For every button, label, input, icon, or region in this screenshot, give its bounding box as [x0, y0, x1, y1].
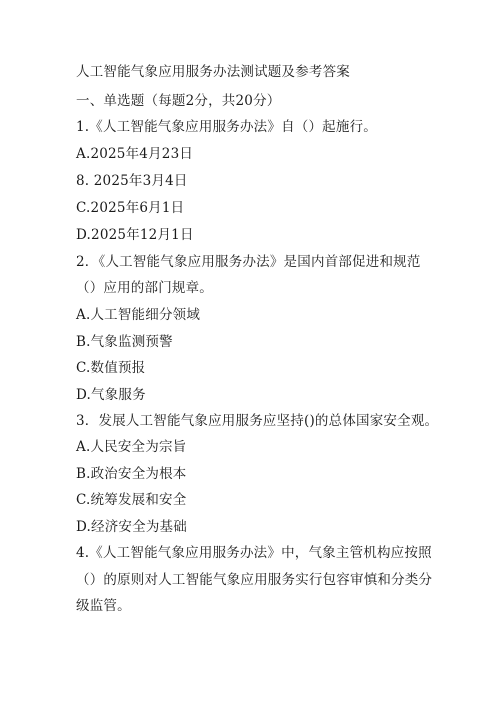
question-3-option-a: A.人民安全为宗旨 [76, 439, 187, 455]
question-3-option-c: C.统筹发展和安全 [76, 492, 187, 508]
question-4-stem-line-2: （）的原则对人工智能气象应用服务实行包容审慎和分类分 [76, 572, 433, 588]
question-4-stem-line-1: 4.《人工智能气象应用服务办法》中，气象主管机构应按照 [76, 545, 432, 561]
question-1-option-c: C.2025年6月1日 [76, 200, 185, 216]
question-3-stem: 3．发展人工智能气象应用服务应坚持()的总体国家安全观。 [76, 413, 439, 429]
question-2-stem-line-1: 2．《人工智能气象应用服务办法》是国内首部促进和规范 [76, 254, 421, 270]
question-2-option-c: C.数值预报 [76, 360, 146, 376]
document-title: 人工智能气象应用服务办法测试题及参考答案 [76, 64, 350, 80]
question-2-option-d: D.气象服务 [76, 387, 146, 403]
question-3-option-d: D.经济安全为基础 [76, 519, 187, 535]
question-1-stem: 1.《人工智能气象应用服务办法》自（）起施行。 [76, 119, 377, 135]
question-2-option-b: B.气象监测预警 [76, 334, 173, 350]
question-1-option-b: 8. 2025年3月4日 [76, 173, 188, 189]
question-3-option-b: B.政治安全为根本 [76, 466, 187, 482]
question-2-stem-line-2: （）应用的部门规章。 [76, 280, 213, 296]
question-1-option-a: A.2025年4月23日 [76, 146, 194, 162]
question-2-option-a: A.人工智能细分领域 [76, 307, 201, 323]
section-heading: 一、单选题（每题2分，共20分） [76, 93, 281, 109]
question-4-stem-line-3: 级监管。 [76, 598, 131, 614]
question-1-option-d: D.2025年12月1日 [76, 227, 194, 243]
